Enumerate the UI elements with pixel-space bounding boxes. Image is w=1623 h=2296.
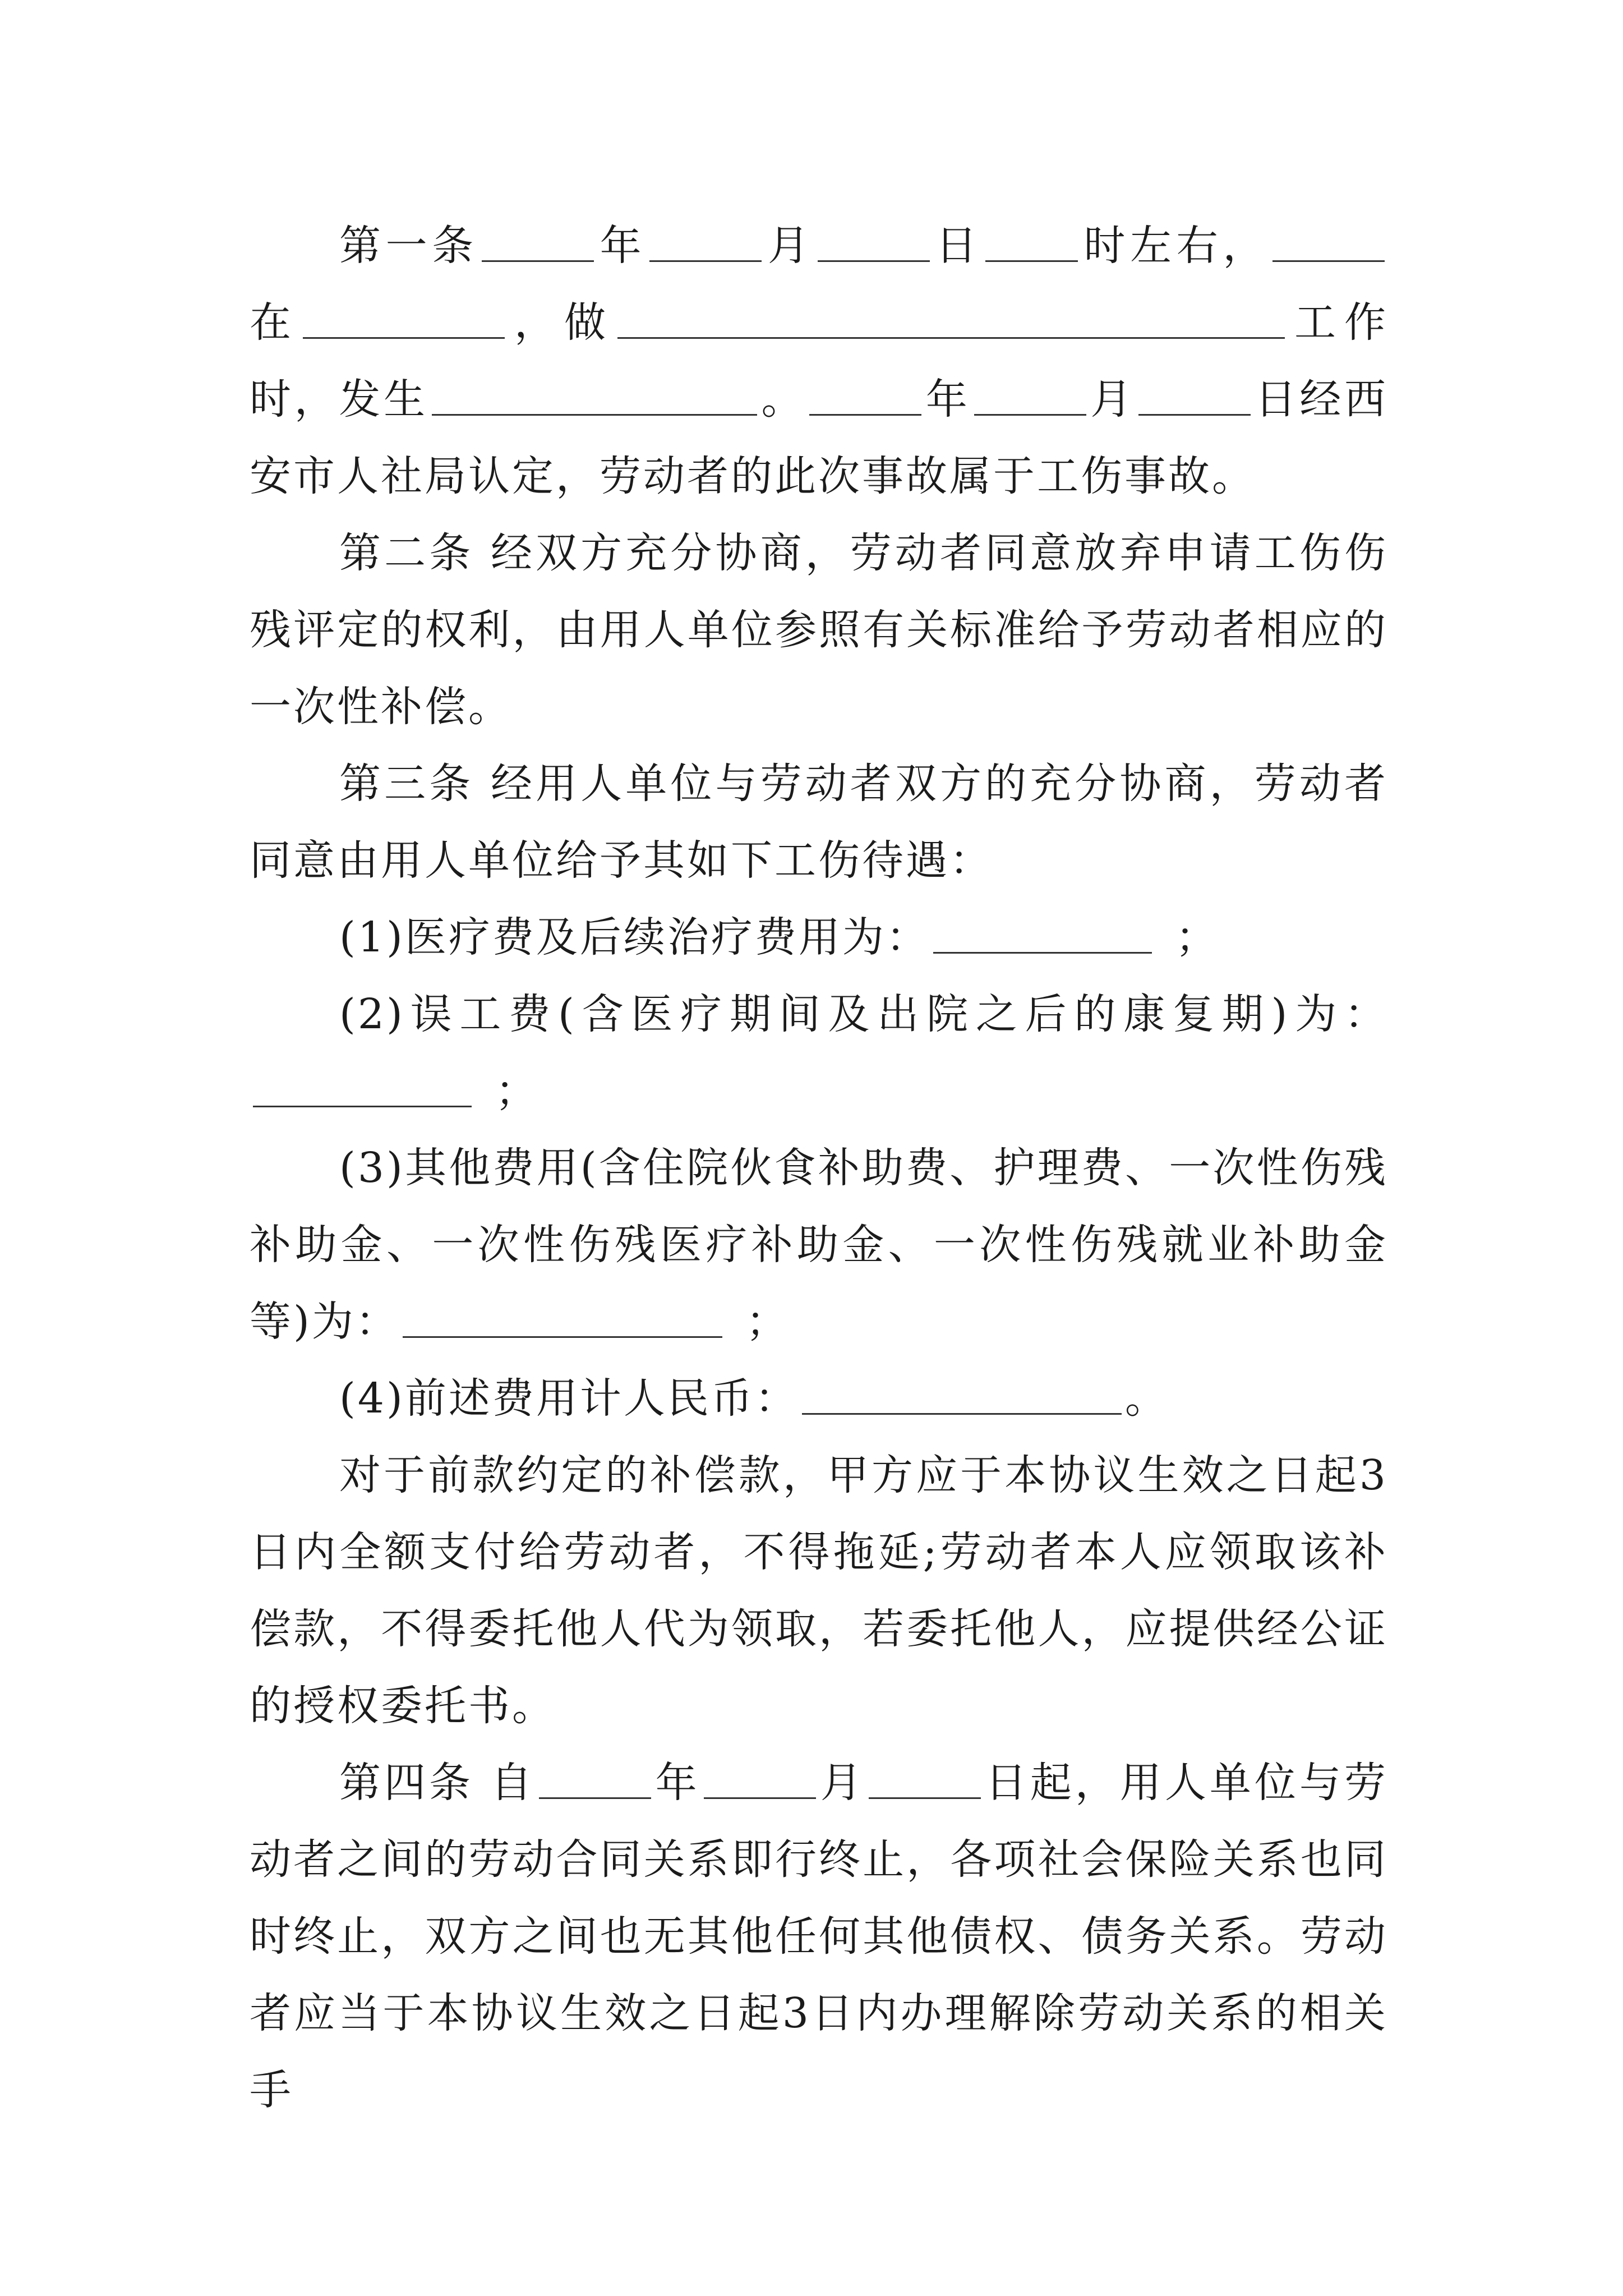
item-1-label: (1)医疗费及后续治疗费用为： (339, 913, 930, 961)
end-day-blank (869, 1764, 981, 1799)
semicolon: ； (745, 1297, 790, 1346)
article-4-label: 第四条 自 (339, 1759, 536, 1807)
item-3-label: (3)其他费用(含住院伙食补助费、护理费、一次性伤残补助金、一次性伤残医疗补助金、一次性伤残就业补助金等)为： (250, 1144, 1388, 1346)
article-3-intro: 第三条 经用人单位与劳动者双方的充分协商，劳动者同意由用人单位给予其如下工伤待遇： (250, 760, 1388, 885)
article-3-item-1 (250, 899, 1388, 976)
period-mark: 。 (1124, 1374, 1169, 1423)
end-year-blank (539, 1764, 651, 1799)
lost-wages-blank (253, 1072, 472, 1107)
item-2-label: (2)误工费(含医疗期间及出院之后的康复期)为： (339, 990, 1388, 1038)
location-blank (303, 303, 505, 339)
article-4-text: 日起，用人单位与劳动者之间的劳动合同关系即行终止，各项社会保险关系也同时终止，双方之间也无其他任何其他债权、债务关系。劳动者应当于本协议生效之日起3日内办理解除劳动关系的相关手 (250, 1759, 1389, 2114)
day-blank (818, 227, 930, 262)
certification-text: 日经西安市人社局认定，劳动者的此次事故属于工伤事故。 (250, 375, 1389, 500)
article-3-item-4 (250, 1360, 1388, 1437)
payment-clause: 对于前款约定的补偿款，甲方应于本协议生效之日起3日内全额支付给劳动者，不得拖延;劳动者本人应领取该补偿款，不得委托他人代为领取，若委托他人，应提供经公证的授权委托书。 (250, 1451, 1388, 1730)
worker-name-blank (1272, 227, 1385, 262)
article-1 (250, 208, 1388, 515)
cert-year-blank (809, 380, 921, 416)
medical-fee-blank (933, 918, 1152, 954)
article-2: 第二条 经双方充分协商，劳动者同意放弃申请工伤伤残评定的权利，由用人单位参照有关标准给予劳动者相应的一次性补偿。 (250, 529, 1388, 731)
hour-blank (985, 227, 1078, 262)
work-blank (617, 303, 1285, 339)
month-blank (649, 227, 762, 262)
year-blank (482, 227, 594, 262)
accident-blank (432, 380, 757, 416)
other-fees-blank (403, 1303, 722, 1338)
article-3-item-2 (250, 976, 1388, 1130)
article-4 (250, 1745, 1388, 2129)
article-1-label: 第一条 (339, 222, 478, 270)
at-label: 在 (250, 298, 299, 347)
cert-month-label: 月 (1089, 375, 1135, 424)
work-label: 工作时， (250, 298, 1388, 424)
period-mark: 。 (760, 375, 806, 424)
cert-year-label: 年 (925, 375, 971, 424)
end-month-blank (704, 1764, 816, 1799)
end-month-label: 月 (819, 1759, 865, 1807)
occur-label: 发生 (339, 375, 428, 424)
do-label: ，做 (508, 298, 614, 347)
year-label: 年 (597, 222, 647, 270)
agreement-body (250, 208, 1388, 2129)
month-label: 月 (765, 222, 814, 270)
item-4-label: (4)前述费用计人民币： (339, 1374, 799, 1423)
day-label: 日 (933, 222, 982, 270)
article-3-item-3 (250, 1130, 1388, 1360)
semicolon: ； (495, 1067, 539, 1115)
end-year-label: 年 (654, 1759, 700, 1807)
cert-month-blank (974, 380, 1086, 416)
cert-day-blank (1138, 380, 1251, 416)
semicolon: ； (1175, 913, 1219, 961)
total-amount-blank (802, 1379, 1122, 1415)
time-label: 时左右， (1081, 222, 1270, 270)
